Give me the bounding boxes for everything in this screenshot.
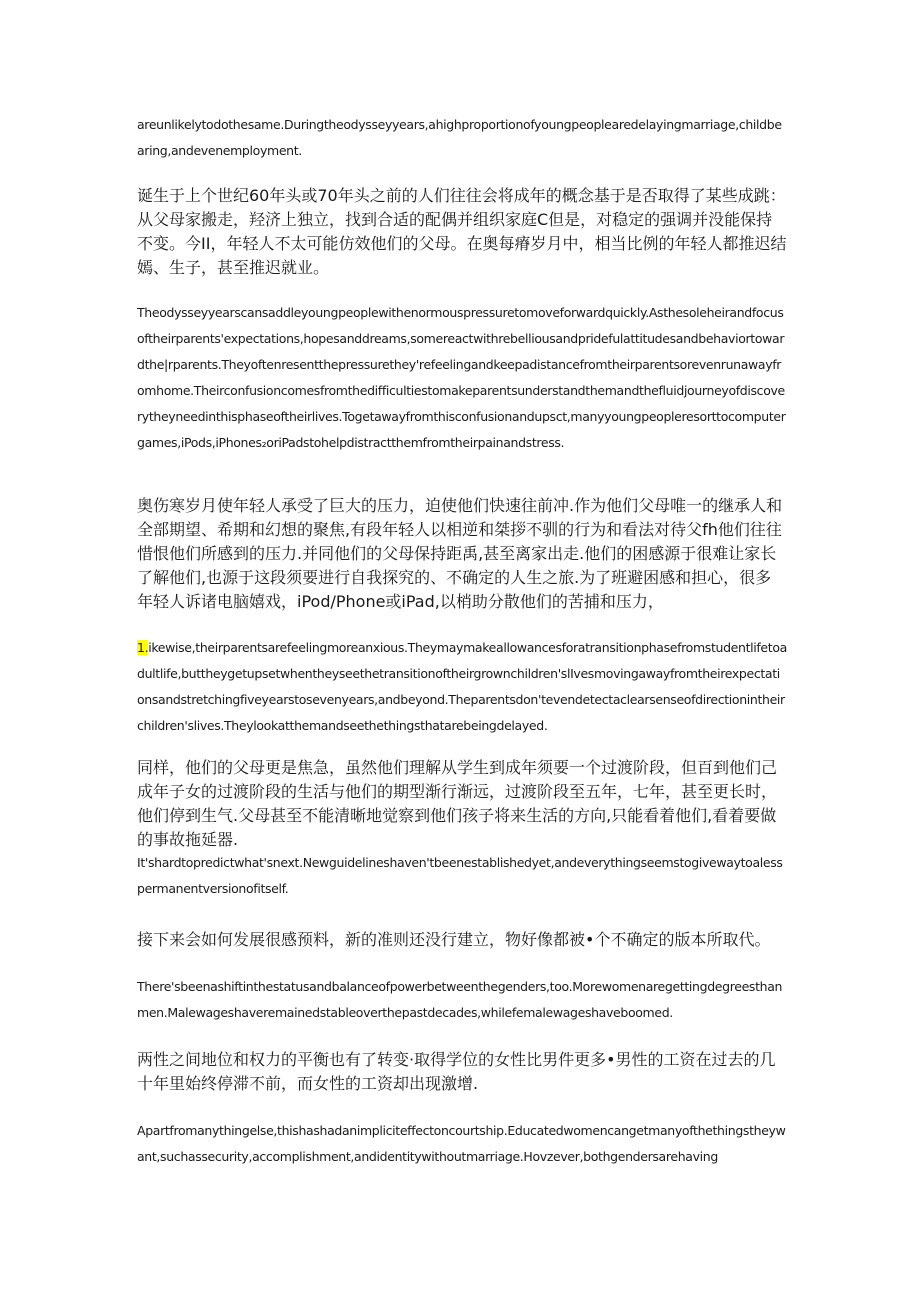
paragraph-zh-3: 同样，他们的父母更是焦急，虽然他们理解从学生到成年须要一个过渡阶段，但百到他们己成年子女的过渡阶段的生活与他们的期型渐行渐远，过渡阶段至五年，七年，甚至更长时，他们停到生气.父母甚至不能清晰地觉察到他们孩子将来生活的方向,只能看着他们,看着要做的事故拖延器. xyxy=(137,758,778,849)
paragraph-en-3-body: ikewise,theirparentsarefeelingmoreanxious.Theymaymakeallowancesforatransitionphasefromstudentlifetoadultlife,buttheygetupsetwhentheyseethetransitionoftheirgrownchildren'slIvesmovingawayfromtheirexpectationsandstretchingfiveyearstosevenyears,andbeyond.Theparentsdon'tevendetectaclearsenseofdirectionintheirchildren'slives.Theylookatthemandseethethingsthatarebeingdelayed. xyxy=(137,640,787,733)
paragraph-zh-4: 接下来会如何发展很感预料，新的准则还没行建立，物好像都被•个不确定的版本所取代。 xyxy=(137,930,771,949)
highlighted-text: 1. xyxy=(137,640,149,655)
paragraph-en-2: Theodysseyyearscansaddleyoungpeoplewithenormouspressuretomoveforwardquickly.Asthesoleheirandfocusoftheirparents'expectations,hopesanddreams,somereactwithrebelliousandpridefulattitudesandbehaviortowardthe|rparents.Theyoftenresentthepressurethey'refeelingandkeepadistancefromtheirparentsorevenrunawayfromhome.Theirconfusioncomesfromthedifficultiestomakeparentsunderstandthemandthefluidjourneyofdiscoverytheyneedinthisphaseoftheirlives.Togetawayfromthisconfusionandupsct,manyyoungpeopleresorttocomputergames,iPods,iPhones₂oriPadstohelpdistractthemfromtheirpainandstress. xyxy=(137,305,786,450)
paragraph-en-6: Apartfromanythingelse,thishashadanimpliciteffectoncourtship.Educatedwomencangetmanyofthethingstheywant,suchassecurity,accomplishment,andidentitywithoutmarriage.Hovzever,bothgendersarehaving xyxy=(137,1123,786,1164)
paragraph-en-5: There'sbeenashiftinthestatusandbalanceofpowerbetweenthegenders,too.Morewomenaregettingdegreesthanmen.Malewageshaveremainedstableoverthepastdecades,whilefemalewageshaveboomed. xyxy=(137,979,783,1020)
paragraph-en-3 xyxy=(137,635,787,739)
paragraph-en-4: It'shardtopredictwhat'snext.Newguidelineshaven'tbeenestablishedyet,andeverythingseemstogivewaytoalesspermanentversionofitself. xyxy=(137,855,783,896)
paragraph-zh-2: 奥伤寒岁月使年轻人承受了巨大的压力，迫使他们快速往前冲.作为他们父母唯一的继承人和全部期望、希期和幻想的聚焦,有段年轻人以相逆和桀拶不驯的行为和看法对待父fh他们往往惜恨他们所感到的压力.并同他们的父母保持距禹,甚至离家出走.他们的困感源于很难让家长了解他们,也源于这段须要进行自我探究的、不确定的人生之旅.为了班避困感和担心，很多年轻人诉诸电脑嬉戏，iPod/Phone或iPad,以梢助分散他们的苦捕和压力， xyxy=(137,496,783,611)
paragraph-zh-1: 诞生于上个世纪60年头或70年头之前的人们往往会将成年的概念基于是否取得了某些成跳：从父母家搬走，羟济上独立，找到合适的配偶并组织家庭C但是，对稳定的强调并没能保持不变。今II，年轻人不太可能仿效他们的父母。在奥每瘠岁月中，相当比例的年轻人都推迟结嫣、生子，甚至推迟就业。 xyxy=(137,186,787,277)
paragraph-zh-5: 两性之间地位和权力的平衡也有了转变·取得学位的女性比男件更多•男性的工资在过去的几十年里始终停滞不前，而女性的工资却出现激增. xyxy=(137,1050,776,1093)
paragraph-en-1: areunlikelytodothesame.Duringtheodysseyyears,ahighproportionofyoungpeoplearedelayingmarriage,childbearing,andevenemployment. xyxy=(137,117,782,158)
